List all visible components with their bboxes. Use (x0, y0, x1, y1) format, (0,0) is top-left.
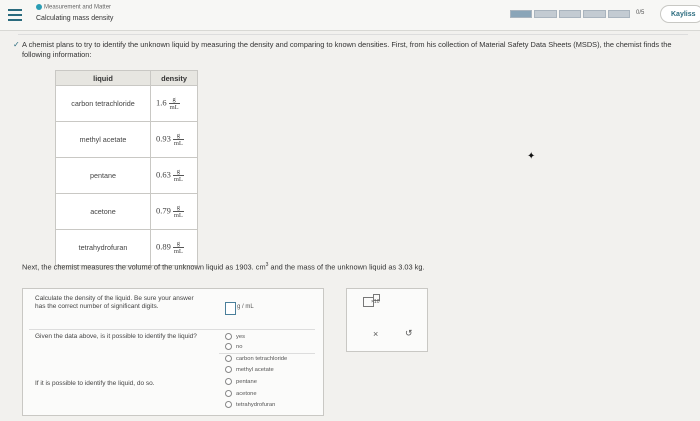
density-answer-input[interactable] (225, 302, 236, 315)
radio-yes[interactable]: yes (225, 333, 245, 340)
liquid-name: acetone (56, 194, 151, 230)
top-bar (0, 0, 700, 31)
topic-title: Calculating mass density (36, 15, 114, 22)
table-row (56, 122, 198, 158)
mouse-cursor-icon: ✦ (527, 151, 536, 162)
progress-bar (510, 10, 630, 18)
table-header-liquid: liquid (56, 71, 151, 86)
density-value: 0.93 $\frac{g}{mL}$ (151, 122, 198, 158)
tool-panel: ×10 × ↺ (346, 288, 428, 352)
status-dot-icon (36, 4, 42, 10)
table-row (56, 194, 198, 230)
undo-icon[interactable]: ↺ (405, 328, 413, 338)
table-row (56, 158, 198, 194)
density-value: 0.89 $\frac{g}{mL}$ (151, 230, 198, 266)
liquid-name: methyl acetate (56, 122, 151, 158)
question-identify: Given the data above, is it possible to identify the liquid? (35, 333, 197, 340)
clear-button[interactable]: × (373, 329, 379, 339)
liquid-name: pentane (56, 158, 151, 194)
answer-unit: g / mL (237, 304, 254, 310)
table-row (56, 86, 198, 122)
radio-carbon-tetrachloride[interactable]: carbon tetrachloride (225, 355, 287, 362)
divider (18, 34, 688, 35)
density-value: 1.6 $\frac{g}{mL}$ (151, 86, 198, 122)
divider (219, 353, 315, 354)
problem-intro: A chemist plans to try to identify the unknown liquid by measuring the density and comparing to known densities. First, from his collection of Material Safety Data Sheets (MSDS), the chemist finds the following information: (22, 40, 672, 59)
radio-tetrahydrofuran[interactable]: tetrahydrofuran (225, 401, 275, 408)
question-density: Calculate the density of the liquid. Be sure your answer has the correct number of significant digits. (35, 295, 194, 310)
progress-count: 0/5 (636, 10, 645, 16)
density-value: 0.79 $\frac{g}{mL}$ (151, 194, 198, 230)
density-table (55, 70, 198, 266)
radio-no[interactable]: no (225, 343, 242, 350)
radio-acetone[interactable]: acetone (225, 390, 257, 397)
chevron-down-icon[interactable]: ✓ (13, 40, 20, 49)
liquid-name: carbon tetrachloride (56, 86, 151, 122)
menu-icon[interactable] (8, 6, 22, 22)
question-box (22, 288, 324, 416)
density-value: 0.63 $\frac{g}{mL}$ (151, 158, 198, 194)
table-header-density: density (151, 71, 198, 86)
liquid-name: tetrahydrofuran (56, 230, 151, 266)
radio-methyl-acetate[interactable]: methyl acetate (225, 366, 274, 373)
question-which-liquid: If it is possible to identify the liquid, do so. (35, 380, 155, 387)
table-row (56, 230, 198, 266)
section-label: Measurement and Matter (36, 4, 111, 11)
measurement-text: Next, the chemist measures the volume of the unknown liquid as 1903. $cm^3$ and the mass of the unknown liquid as 3.03 kg. (22, 262, 425, 272)
radio-pentane[interactable]: pentane (225, 378, 257, 385)
divider (29, 329, 315, 330)
user-button[interactable]: Kayliss (660, 5, 700, 23)
